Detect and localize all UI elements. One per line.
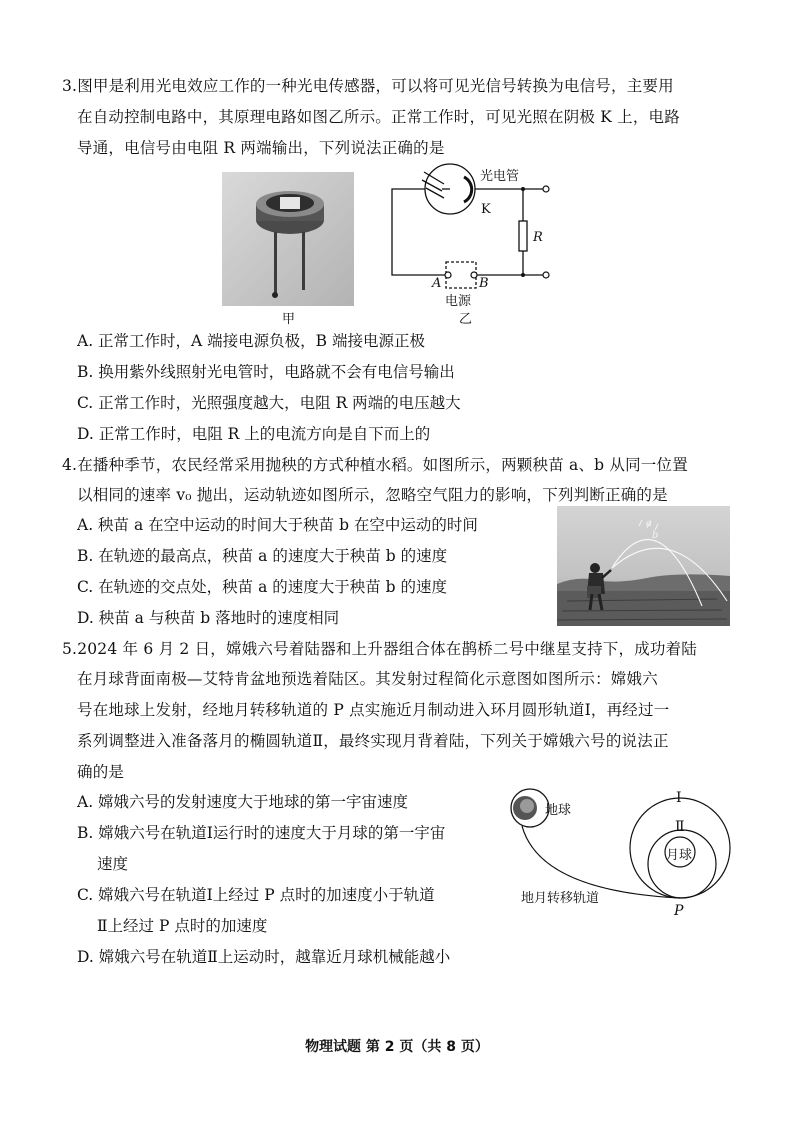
q3-stem-line2: 在自动控制电路中，其原理电路如图乙所示。正常工作时，可见光照在阴极 K 上，电路 <box>77 108 680 126</box>
q5-stem-line4: 系列调整进入准备落月的椭圆轨道Ⅱ，最终实现月背着陆，下列关于嫦娥六号的说法正 <box>77 732 669 750</box>
transfer-orbit-label: 地月转移轨道 <box>521 891 600 906</box>
page-footer: 物理试题 第 2 页（共 8 页） <box>305 1039 489 1055</box>
point-p-label: P <box>674 903 684 919</box>
terminal-a <box>445 272 451 278</box>
cathode-k-label: K <box>481 202 491 217</box>
orbit-2-label: Ⅱ <box>675 819 685 835</box>
q3-option-b: B. 换用紫外线照射光电管时，电路就不会有电信号输出 <box>77 363 455 381</box>
q5-option-b-line2: 速度 <box>97 855 129 873</box>
earth-label: 地球 <box>545 803 572 818</box>
q4-option-c: C. 在轨迹的交点处，秧苗 a 的速度大于秧苗 b 的速度 <box>77 578 448 596</box>
resistor-r-label: R <box>533 230 543 245</box>
q5-stem-line1: 5.2024 年 6 月 2 日，嫦娥六号着陆器和上升器组合体在鹊桥二号中继星支持下，成功着陆 <box>62 640 697 658</box>
q5-option-d: D. 嫦娥六号在轨道Ⅱ上运动时，越靠近月球机械能越小 <box>77 948 451 966</box>
q3-option-a: A. 正常工作时，A 端接电源负极，B 端接电源正极 <box>77 332 425 350</box>
terminal-b-label: B <box>479 276 489 291</box>
figure-jia-label: 甲 <box>282 312 296 327</box>
q4-option-b: B. 在轨迹的最高点，秧苗 a 的速度大于秧苗 b 的速度 <box>77 547 448 565</box>
q5-option-a: A. 嫦娥六号的发射速度大于地球的第一宇宙速度 <box>77 793 409 811</box>
q3-stem-line1: 3.图甲是利用光电效应工作的一种光电传感器，可以将可见光信号转换为电信号，主要用 <box>62 77 674 95</box>
power-source-label: 电源 <box>445 294 472 309</box>
q3-stem-line3: 导通，电信号由电阻 R 两端输出，下列说法正确的是 <box>77 139 445 157</box>
q3-option-c: C. 正常工作时，光照强度越大，电阻 R 两端的电压越大 <box>77 394 461 412</box>
q5-stem-line5: 确的是 <box>77 763 125 781</box>
q3-option-d: D. 正常工作时，电阻 R 上的电流方向是自下而上的 <box>77 425 431 443</box>
seedling-throwing-photo <box>557 506 730 626</box>
moon-label: 月球 <box>666 848 693 863</box>
terminal-top <box>543 186 549 192</box>
trajectory-a-label: a <box>646 518 652 529</box>
q5-option-b-line1: B. 嫦娥六号在轨道Ⅰ运行时的速度大于月球的第一宇宙 <box>77 824 446 842</box>
terminal-a-label: A <box>432 276 442 291</box>
q4-stem-line2: 以相同的速率 v₀ 抛出，运动轨迹如图所示，忽略空气阻力的影响，下列判断正确的是 <box>77 486 668 504</box>
q5-stem-line2: 在月球背面南极—艾特肯盆地预选着陆区。其发射过程简化示意图如图所示：嫦娥六 <box>77 670 658 688</box>
seedling-throwing-illustration <box>557 506 730 626</box>
q4-option-d: D. 秧苗 a 与秧苗 b 落地时的速度相同 <box>77 609 340 627</box>
figure-yi-label: 乙 <box>459 312 473 327</box>
trajectory-b-label: b <box>652 530 659 541</box>
terminal-b <box>471 272 477 278</box>
q5-option-c-line2: Ⅱ上经过 P 点时的加速度 <box>97 917 268 935</box>
q5-stem-line3: 号在地球上发射，经地月转移轨道的 P 点实施近月制动进入环月圆形轨道Ⅰ，再经过一 <box>77 701 670 719</box>
orbit-2 <box>648 830 716 898</box>
sensor-photo-illustration <box>222 172 354 306</box>
terminal-bottom <box>543 272 549 278</box>
resistor-r <box>519 221 527 251</box>
q5-option-c-line1: C. 嫦娥六号在轨道Ⅰ上经过 P 点时的加速度小于轨道 <box>77 886 435 904</box>
orbit-1-label: Ⅰ <box>676 790 682 806</box>
q4-option-a: A. 秧苗 a 在空中运动的时间大于秧苗 b 在空中运动的时间 <box>77 516 478 534</box>
q4-stem-line1: 4.在播种季节，农民经常采用抛秧的方式种植水稻。如图所示，两颗秧苗 a、b 从同一位置 <box>62 456 688 474</box>
phototube-label: 光电管 <box>480 169 520 184</box>
sensor-photo <box>222 172 354 306</box>
